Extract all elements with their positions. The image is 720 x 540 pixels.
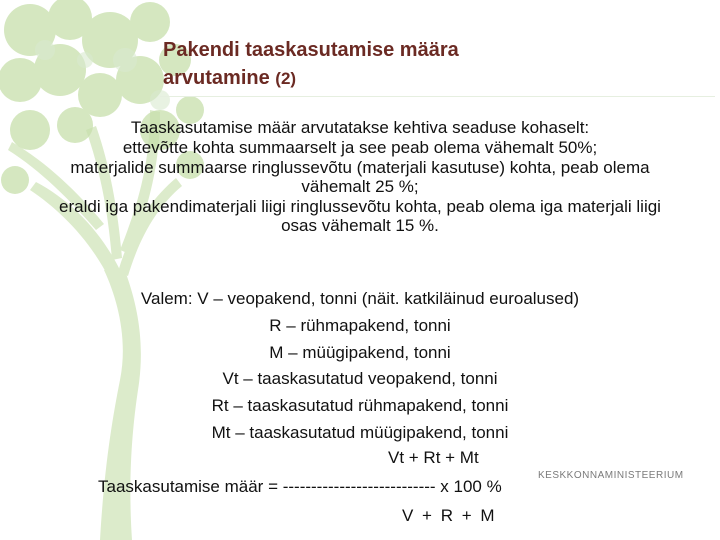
rule-item: eraldi iga pakendimaterjali liigi ringlussevõtu kohta, peab olema iga materjali liigi osas vähemalt 15 %.	[59, 197, 661, 235]
title-line-2-text: arvutamine	[163, 67, 270, 89]
rule-item: materjalide summaarse ringlussevõtu (materjali kasutuse) kohta, peab olema vähemalt 25 %;	[70, 158, 650, 196]
formula-numerator: Vt + Rt + Mt	[388, 448, 479, 467]
slide-title	[163, 36, 459, 93]
definition-item: Vt – taaskasutatud veopakend, tonni	[222, 369, 498, 389]
definition-item: Rt – taaskasutatud rühmapakend, tonni	[211, 396, 509, 416]
intro-paragraph: Taaskasutamise määr arvutatakse kehtiva seaduse kohaselt:	[130, 118, 590, 137]
formula-main-line: Taaskasutamise määr = --------------------------- x 100 %	[98, 477, 502, 496]
title-divider	[160, 96, 715, 97]
title-line-1: Pakendi taaskasutamise määra	[163, 39, 459, 61]
definitions-list	[40, 286, 680, 447]
definition-item: Valem: V – veopakend, tonni (näit. katkiläinud euroalused)	[140, 289, 580, 308]
definition-item: R – rühmapakend, tonni	[269, 315, 451, 335]
formula-denominator: V + R + M	[402, 506, 497, 525]
title-number: (2)	[275, 69, 297, 88]
ministry-logo: KESKKONNAMINISTEERIUM	[538, 470, 684, 481]
definition-item: Mt – taaskasutatud müügipakend, tonni	[211, 422, 509, 442]
definition-item: M – müügipakend, tonni	[269, 342, 451, 362]
title-line-2	[163, 64, 459, 93]
rules-text	[40, 118, 680, 236]
rule-item: ettevõtte kohta summaarselt ja see peab olema vähemalt 50%;	[122, 138, 598, 157]
